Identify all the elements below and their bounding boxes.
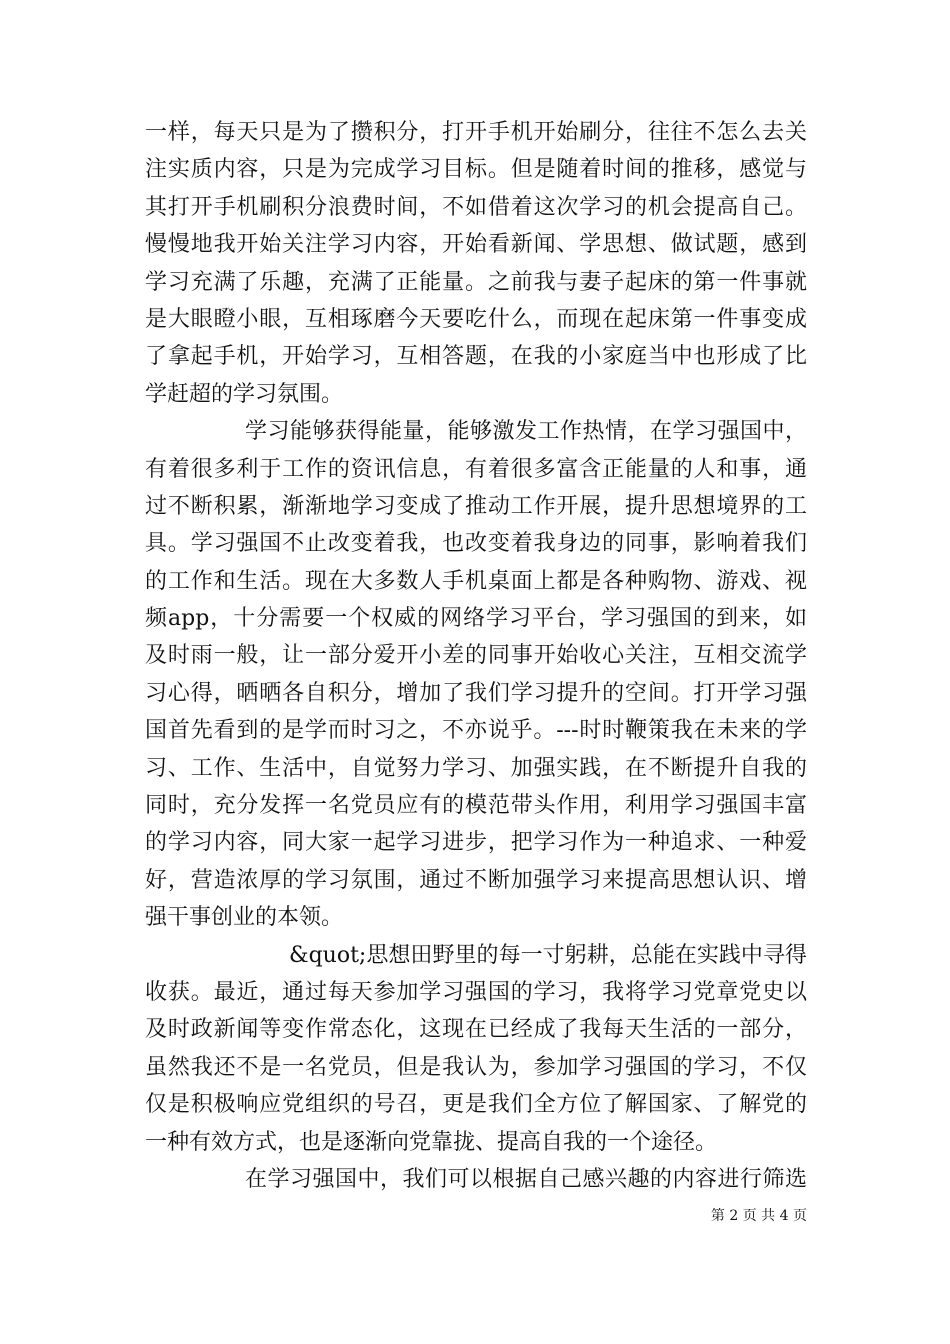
text-line: 好，营造浓厚的学习氛围，通过不断加强学习来提高思想认识、增 — [145, 867, 807, 893]
text-line: 习、工作、生活中，自觉努力学习、加强实践，在不断提升自我的 — [145, 755, 807, 781]
text-line: 具。学习强国不止改变着我，也改变着我身边的同事，影响着我们 — [145, 531, 807, 557]
text-line: 了拿起手机，开始学习，互相答题，在我的小家庭当中也形成了比 — [145, 344, 807, 370]
text-line: 同时，充分发挥一名党员应有的模范带头作用，利用学习强国丰富 — [145, 793, 807, 819]
text-line: 习心得，晒晒各自积分，增加了我们学习提升的空间。打开学习强 — [145, 680, 807, 706]
text-line: 慢慢地我开始关注学习内容，开始看新闻、学思想、做试题，感到 — [145, 232, 807, 258]
text-line: 及时雨一般，让一部分爱开小差的同事开始收心关注，互相交流学 — [145, 643, 807, 669]
text-line: 有着很多利于工作的资讯信息，有着很多富含正能量的人和事，通 — [145, 456, 807, 482]
text-line: 学习充满了乐趣，充满了正能量。之前我与妻子起床的第一件事就 — [145, 269, 807, 295]
text-line: 虽然我还不是一名党员，但是我认为，参加学习强国的学习，不仅 — [145, 1054, 807, 1080]
text-line: 学习能够获得能量，能够激发工作热情，在学习强国中， — [245, 419, 807, 445]
text-line: 频app，十分需要一个权威的网络学习平台，学习强国的到来，如 — [145, 606, 807, 632]
page-number-footer: 第 2 页 共 4 页 — [710, 1208, 807, 1224]
text-line: 过不断积累，渐渐地学习变成了推动工作开展，提升思想境界的工 — [145, 493, 807, 519]
text-line: 及时政新闻等变作常态化，这现在已经成了我每天生活的一部分， — [145, 1017, 807, 1043]
text-line: 注实质内容，只是为完成学习目标。但是随着时间的推移，感觉与 — [145, 157, 807, 183]
text-line: 其打开手机刷积分浪费时间，不如借着这次学习的机会提高自己。 — [145, 194, 807, 220]
text-line: 一样，每天只是为了攒积分，打开手机开始刷分，往往不怎么去关 — [145, 120, 807, 145]
body-text — [145, 114, 807, 1198]
text-line: 是大眼瞪小眼，互相琢磨今天要吃什么，而现在起床第一件事变成 — [145, 306, 807, 332]
text-line: 在学习强国中，我们可以根据自己感兴趣的内容进行筛选 — [245, 1166, 807, 1192]
text-line: 收获。最近，通过每天参加学习强国的学习，我将学习党章党史以 — [145, 979, 807, 1005]
text-line: 强干事创业的本领。 — [145, 905, 344, 931]
text-line: &quot;思想田野里的每一寸躬耕，总能在实践中寻得 — [289, 942, 807, 968]
text-line: 的工作和生活。现在大多数人手机桌面上都是各种购物、游戏、视 — [145, 568, 807, 594]
text-line: 一种有效方式，也是逐渐向党靠拢、提高自我的一个途径。 — [145, 1129, 718, 1155]
text-line: 国首先看到的是学而时习之，不亦说乎。---时时鞭策我在未来的学 — [145, 718, 807, 744]
text-line: 仅是积极响应党组织的号召，更是我们全方位了解国家、了解党的 — [145, 1092, 807, 1118]
text-line: 的学习内容，同大家一起学习进步，把学习作为一种追求、一种爱 — [145, 830, 807, 856]
text-line: 学赶超的学习氛围。 — [145, 381, 344, 407]
